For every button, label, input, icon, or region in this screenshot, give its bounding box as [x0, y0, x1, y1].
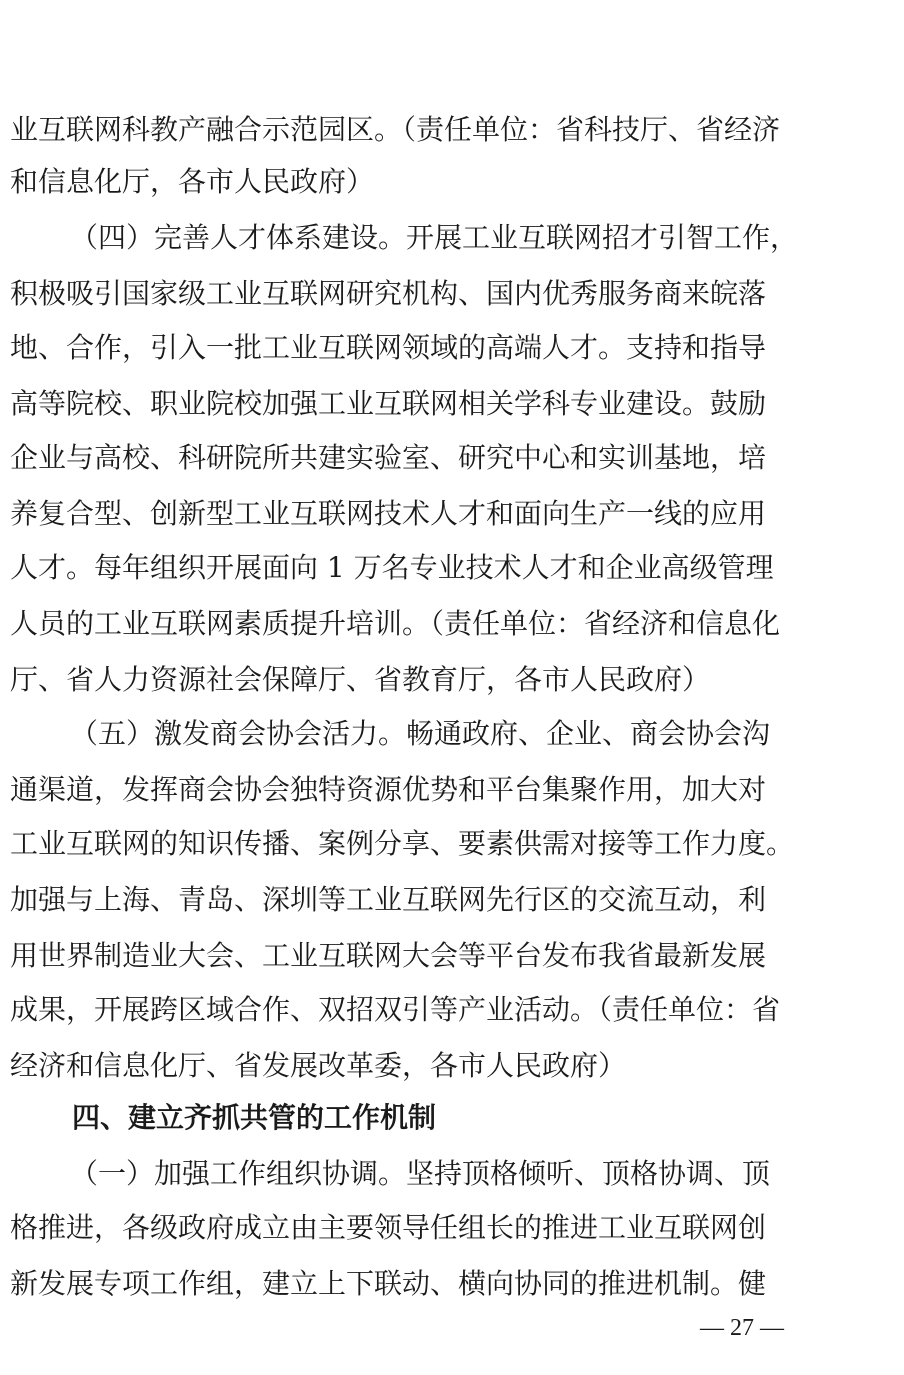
- text-line: 高等院校、职业院校加强工业互联网相关学科专业建设。鼓励: [10, 387, 767, 420]
- text-line: 格推进，各级政府成立由主要领导任组长的推进工业互联网创: [10, 1211, 767, 1244]
- text-line: 人员的工业互联网素质提升培训。（责任单位：省经济和信息化: [10, 607, 781, 640]
- text-line: 新发展专项工作组，建立上下联动、横向协同的推进机制。健: [10, 1267, 767, 1300]
- text-line: 加强与上海、青岛、深圳等工业互联网先行区的交流互动，利: [10, 883, 767, 916]
- text-line: 用世界制造业大会、工业互联网大会等平台发布我省最新发展: [10, 939, 767, 972]
- section-five-paragraph-start: （五）激发商会协会活力。畅通政府、企业、商会协会沟: [70, 717, 771, 750]
- text-line: 企业与高校、科研院所共建实验室、研究中心和实训基地，培: [10, 441, 767, 474]
- text-line: 人才。每年组织开展面向 1 万名专业技术人才和企业高级管理: [10, 551, 774, 584]
- text-line: 经济和信息化厅、省发展改革委，各市人民政府）: [10, 1049, 627, 1082]
- section-heading: 四、建立齐抓共管的工作机制: [72, 1101, 437, 1134]
- text-line: 通渠道，发挥商会协会独特资源优势和平台集聚作用，加大对: [10, 773, 767, 806]
- text-line: 和信息化厅，各市人民政府）: [10, 165, 375, 198]
- text-line: 积极吸引国家级工业互联网研究机构、国内优秀服务商来皖落: [10, 277, 767, 310]
- subsection-one-paragraph-start: （一）加强工作组织协调。坚持顶格倾听、顶格协调、顶: [70, 1157, 771, 1190]
- text-line: 养复合型、创新型工业互联网技术人才和面向生产一线的应用: [10, 497, 767, 530]
- page-number: — 27 —: [700, 1315, 784, 1341]
- text-line: 地、合作，引入一批工业互联网领域的高端人才。支持和指导: [10, 331, 767, 364]
- text-line: 成果，开展跨区域合作、双招双引等产业活动。（责任单位：省: [10, 993, 781, 1026]
- text-line: 工业互联网的知识传播、案例分享、要素供需对接等工作力度。: [10, 827, 795, 860]
- text-line: 业互联网科教产融合示范园区。（责任单位：省科技厅、省经济: [10, 113, 781, 146]
- text-line: 厅、省人力资源社会保障厅、省教育厅，各市人民政府）: [10, 663, 711, 696]
- section-four-paragraph-start: （四）完善人才体系建设。开展工业互联网招才引智工作，: [70, 221, 799, 254]
